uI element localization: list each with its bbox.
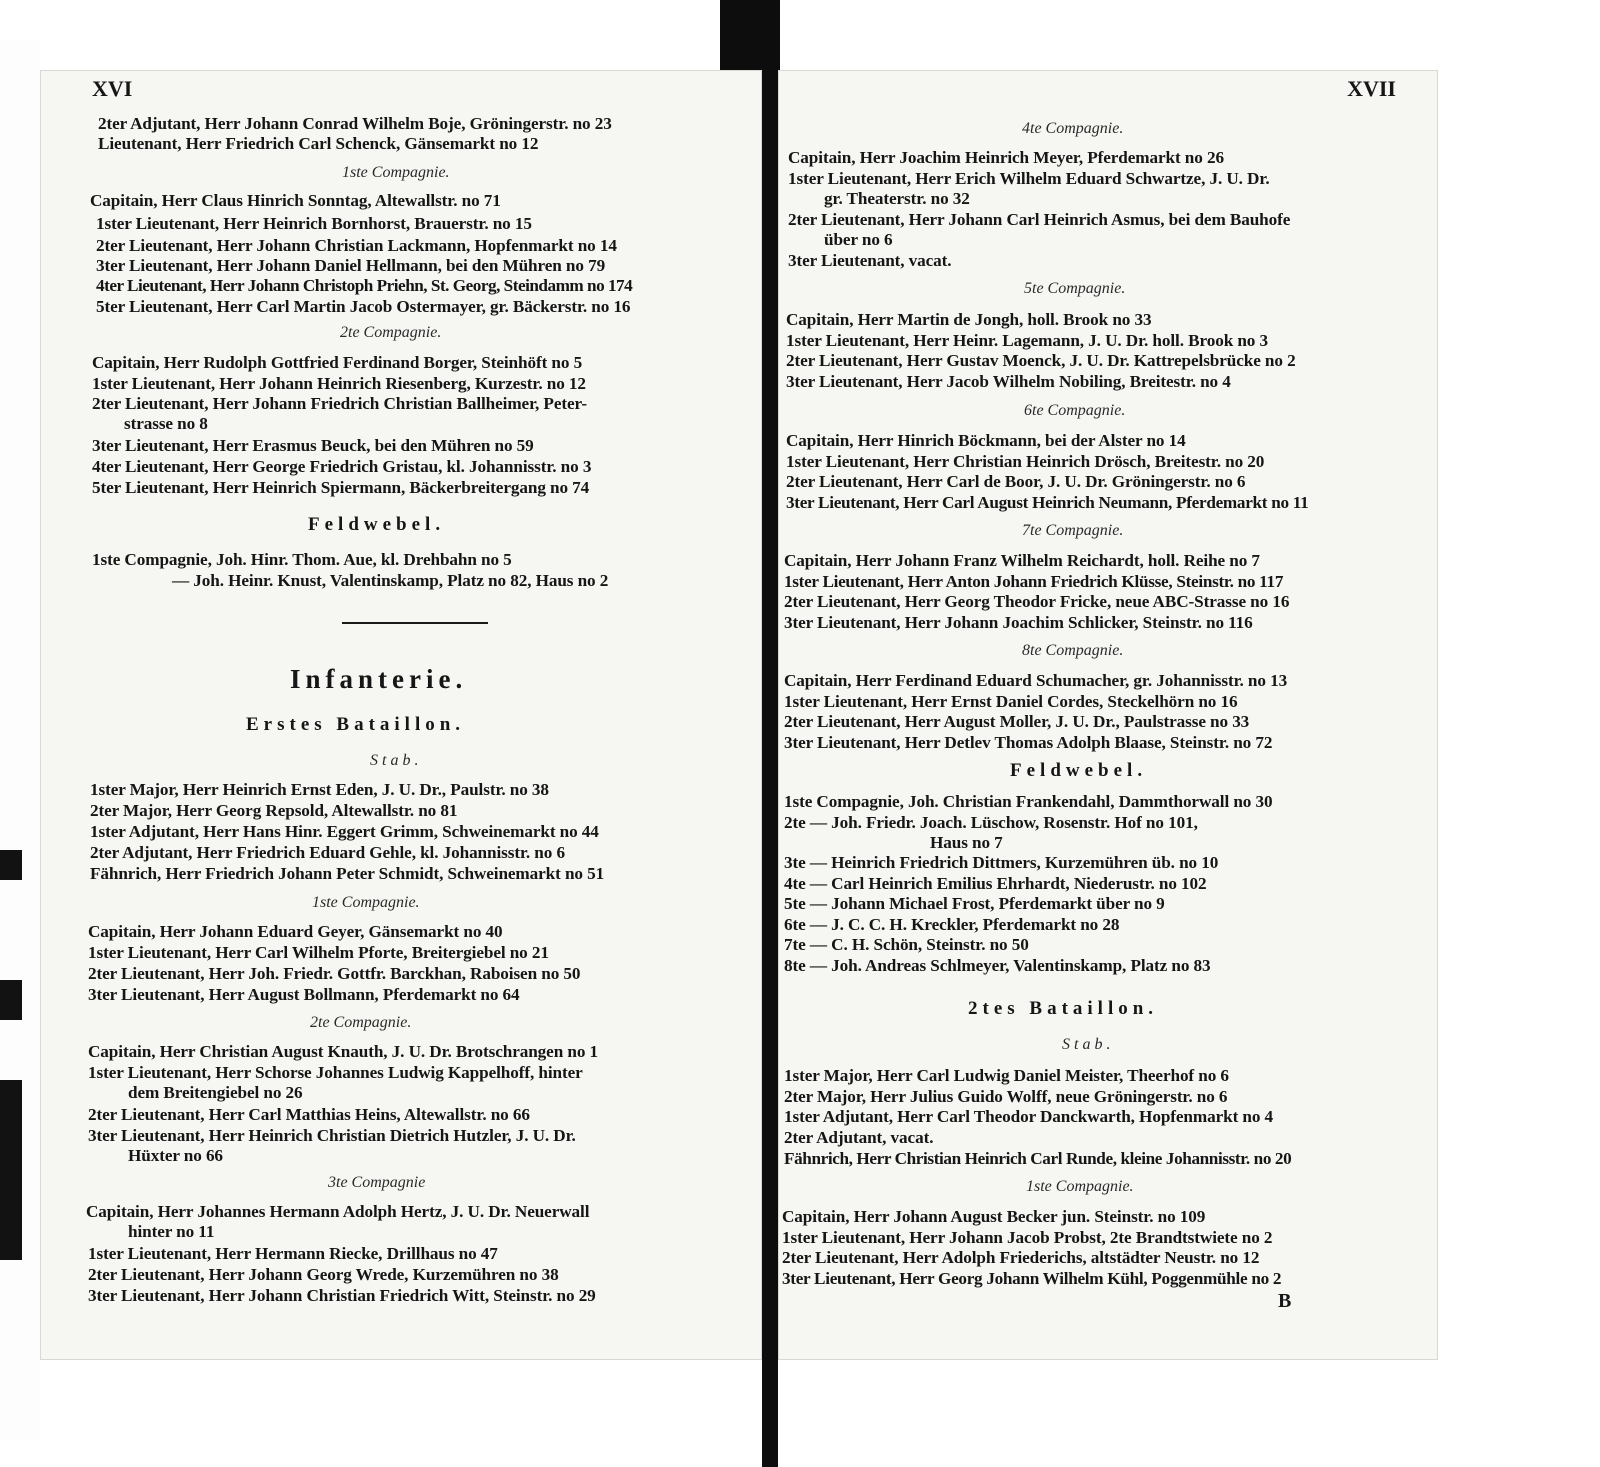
stab-heading: Stab.	[1062, 1036, 1115, 1053]
entry-line: 3ter Lieutenant, Herr Johann Joachim Schlicker, Steinstr. no 116	[784, 613, 1253, 632]
entry-line: gr. Theaterstr. no 32	[824, 189, 970, 208]
section-heading: 4te Compagnie.	[1022, 120, 1124, 137]
entry-line: 1ste Compagnie, Joh. Christian Frankendahl, Dammthorwall no 30	[784, 792, 1273, 811]
entry-line: 3ter Lieutenant, Herr Johann Daniel Hellmann, bei den Mühren no 79	[96, 256, 606, 275]
stab-heading: Stab.	[370, 752, 423, 769]
entry-line: 2ter Lieutenant, Herr Georg Theodor Fricke, neue ABC-Strasse no 16	[784, 592, 1290, 611]
entry-line: 2ter Major, Herr Georg Repsold, Altewallstr. no 81	[90, 801, 458, 820]
entry-line: 1ster Major, Herr Heinrich Ernst Eden, J. U. Dr., Paulstr. no 38	[90, 780, 549, 799]
entry-line: — Joh. Heinr. Knust, Valentinskamp, Platz no 82, Haus no 2	[172, 571, 609, 590]
entry-line: 3ter Lieutenant, Herr Johann Christian Friedrich Witt, Steinstr. no 29	[88, 1286, 596, 1305]
entry-line: 1ster Adjutant, Herr Hans Hinr. Eggert Grimm, Schweinemarkt no 44	[90, 822, 599, 841]
entry-line: 1ster Lieutenant, Herr Carl Wilhelm Pforte, Breitergiebel no 21	[88, 943, 549, 962]
entry-line: Hüxter no 66	[128, 1146, 223, 1165]
section-heading: 2te Compagnie.	[310, 1014, 412, 1031]
entry-line: 7te — C. H. Schön, Steinstr. no 50	[784, 935, 1029, 954]
scan-margin	[0, 40, 40, 1440]
entry-line: über no 6	[824, 230, 893, 249]
section-heading: 3te Compagnie	[328, 1174, 426, 1191]
entry-line: 2ter Lieutenant, Herr Adolph Friederichs, altstädter Neustr. no 12	[782, 1248, 1260, 1267]
entry-line: 3ter Lieutenant, Herr Erasmus Beuck, bei den Mühren no 59	[92, 436, 534, 455]
entry-line: 2te — Joh. Friedr. Joach. Lüschow, Rosenstr. Hof no 101,	[784, 813, 1198, 832]
entry-line: 2ter Lieutenant, Herr Carl de Boor, J. U. Dr. Gröningerstr. no 6	[786, 472, 1246, 491]
entry-line: Haus no 7	[930, 833, 1003, 852]
entry-line: 6te — J. C. C. H. Kreckler, Pferdemarkt no 28	[784, 915, 1120, 934]
entry-line: 1ster Lieutenant, Herr Schorse Johannes Ludwig Kappelhoff, hinter	[88, 1063, 583, 1082]
entry-line: 3te — Heinrich Friedrich Dittmers, Kurzemühren üb. no 10	[784, 853, 1219, 872]
section-heading: 1ste Compagnie.	[1026, 1178, 1134, 1195]
entry-line: Capitain, Herr Joachim Heinrich Meyer, Pferdemarkt no 26	[788, 148, 1224, 167]
section-heading: 8te Compagnie.	[1022, 642, 1124, 659]
entry-line: 3ter Lieutenant, Herr Georg Johann Wilhelm Kühl, Poggenmühle no 2	[782, 1269, 1282, 1288]
entry-line: 2ter Lieutenant, Herr Johann Georg Wrede, Kurzemühren no 38	[88, 1265, 559, 1284]
entry-line: strasse no 8	[124, 414, 208, 433]
entry-line: 2ter Lieutenant, Herr Johann Carl Heinrich Asmus, bei dem Bauhofe	[788, 210, 1291, 229]
entry-line: 2ter Major, Herr Julius Guido Wolff, neue Gröningerstr. no 6	[784, 1087, 1228, 1106]
section-heading: 1ste Compagnie.	[312, 894, 420, 911]
entry-line: Fähnrich, Herr Friedrich Johann Peter Schmidt, Schweinemarkt no 51	[90, 864, 605, 883]
entry-line: 1ster Lieutenant, Herr Heinr. Lagemann, J. U. Dr. holl. Brook no 3	[786, 331, 1268, 350]
entry-line: 1ster Lieutenant, Herr Johann Heinrich Riesenberg, Kurzestr. no 12	[92, 374, 586, 393]
entry-line: 4ter Lieutenant, Herr Johann Christoph Priehn, St. Georg, Steindamm no 174	[96, 276, 633, 295]
entry-line: 5ter Lieutenant, Herr Heinrich Spiermann, Bäckerbreitergang no 74	[92, 478, 590, 497]
entry-line: 1ster Lieutenant, Herr Heinrich Bornhorst, Brauerstr. no 15	[96, 214, 532, 233]
battalion-title: 2tes Bataillon.	[968, 998, 1159, 1019]
entry-line: 4te — Carl Heinrich Emilius Ehrhardt, Niederustr. no 102	[784, 874, 1207, 893]
entry-line: 2ter Adjutant, Herr Friedrich Eduard Gehle, kl. Johannisstr. no 6	[90, 843, 565, 862]
entry-line: 5te — Johann Michael Frost, Pferdemarkt über no 9	[784, 894, 1165, 913]
section-title: Feldwebel.	[1010, 760, 1148, 781]
entry-line: 1ste Compagnie, Joh. Hinr. Thom. Aue, kl. Drehbahn no 5	[92, 550, 512, 569]
section-title: Feldwebel.	[308, 514, 446, 535]
entry-line: 1ster Lieutenant, Herr Anton Johann Friedrich Klüsse, Steinstr. no 117	[784, 572, 1284, 591]
entry-line: 1ster Major, Herr Carl Ludwig Daniel Meister, Theerhof no 6	[784, 1066, 1229, 1085]
signature-mark: B	[1278, 1290, 1292, 1312]
scan-edge-mark	[0, 1080, 22, 1260]
entry-line: 3ter Lieutenant, Herr Detlev Thomas Adolph Blaase, Steinstr. no 72	[784, 733, 1273, 752]
section-heading: 2te Compagnie.	[340, 324, 442, 341]
entry-line: Capitain, Herr Johann Eduard Geyer, Gänsemarkt no 40	[88, 922, 503, 941]
entry-line: 1ster Lieutenant, Herr Hermann Riecke, Drillhaus no 47	[88, 1244, 498, 1263]
entry-line: 3ter Lieutenant, Herr Heinrich Christian Dietrich Hutzler, J. U. Dr.	[88, 1126, 576, 1145]
section-heading: 5te Compagnie.	[1024, 280, 1126, 297]
section-heading: 7te Compagnie.	[1022, 522, 1124, 539]
entry-line: Fähnrich, Herr Christian Heinrich Carl Runde, kleine Johannisstr. no 20	[784, 1149, 1292, 1168]
entry-line: 3ter Lieutenant, vacat.	[788, 251, 952, 270]
entry-line: 2ter Lieutenant, Herr Gustav Moenck, J. U. Dr. Kattrepelsbrücke no 2	[786, 351, 1296, 370]
page-number: XVI	[92, 76, 133, 101]
entry-line: 2ter Adjutant, vacat.	[784, 1128, 934, 1147]
entry-line: 2ter Lieutenant, Herr Joh. Friedr. Gottfr. Barckhan, Raboisen no 50	[88, 964, 581, 983]
entry-line: 3ter Lieutenant, Herr Jacob Wilhelm Nobiling, Breitestr. no 4	[786, 372, 1231, 391]
entry-line: 5ter Lieutenant, Herr Carl Martin Jacob Ostermayer, gr. Bäckerstr. no 16	[96, 297, 631, 316]
entry-line: 1ster Lieutenant, Herr Christian Heinrich Drösch, Breitestr. no 20	[786, 452, 1265, 471]
entry-line: 8te — Joh. Andreas Schlmeyer, Valentinskamp, Platz no 83	[784, 956, 1211, 975]
right-page	[778, 70, 1438, 1360]
entry-line: 1ster Adjutant, Herr Carl Theodor Danckwarth, Hopfenmarkt no 4	[784, 1107, 1274, 1126]
entry-line: Capitain, Herr Rudolph Gottfried Ferdinand Borger, Steinhöft no 5	[92, 353, 583, 372]
entry-line: 2ter Adjutant, Herr Johann Conrad Wilhelm Boje, Gröningerstr. no 23	[98, 114, 612, 133]
entry-line: Capitain, Herr Martin de Jongh, holl. Brook no 33	[786, 310, 1152, 329]
entry-line: 1ster Lieutenant, Herr Ernst Daniel Cordes, Steckelhörn no 16	[784, 692, 1238, 711]
entry-line: 1ster Lieutenant, Herr Erich Wilhelm Eduard Schwartze, J. U. Dr.	[788, 169, 1270, 188]
entry-line: 2ter Lieutenant, Herr August Moller, J. U. Dr., Paulstrasse no 33	[784, 712, 1250, 731]
entry-line: Capitain, Herr Johannes Hermann Adolph Hertz, J. U. Dr. Neuerwall	[86, 1202, 590, 1221]
entry-line: 4ter Lieutenant, Herr George Friedrich Gristau, kl. Johannisstr. no 3	[92, 457, 592, 476]
entry-line: hinter no 11	[128, 1222, 215, 1241]
entry-line: Lieutenant, Herr Friedrich Carl Schenck, Gänsemarkt no 12	[98, 134, 539, 153]
entry-line: 2ter Lieutenant, Herr Johann Friedrich Christian Ballheimer, Peter-	[92, 394, 588, 413]
page-number: XVII	[1347, 76, 1396, 101]
scan-edge-mark	[0, 980, 22, 1020]
entry-line: 1ster Lieutenant, Herr Johann Jacob Probst, 2te Brandtstwiete no 2	[782, 1228, 1273, 1247]
entry-line: 2ter Lieutenant, Herr Carl Matthias Heins, Altewallstr. no 66	[88, 1105, 530, 1124]
entry-line: 3ter Lieutenant, Herr August Bollmann, Pferdemarkt no 64	[88, 985, 520, 1004]
infanterie-title: Infanterie.	[290, 664, 468, 694]
entry-line: dem Breitengiebel no 26	[128, 1083, 303, 1102]
left-page	[40, 70, 762, 1360]
entry-line: Capitain, Herr Ferdinand Eduard Schumacher, gr. Johannisstr. no 13	[784, 671, 1288, 690]
entry-line: Capitain, Herr Johann August Becker jun. Steinstr. no 109	[782, 1207, 1206, 1226]
book-gutter	[762, 0, 778, 1467]
entry-line: Capitain, Herr Hinrich Böckmann, bei der Alster no 14	[786, 431, 1186, 450]
entry-line: 3ter Lieutenant, Herr Carl August Heinrich Neumann, Pferdemarkt no 11	[786, 493, 1309, 512]
section-heading: 6te Compagnie.	[1024, 402, 1126, 419]
battalion-title: Erstes Bataillon.	[246, 714, 466, 735]
entry-line: 2ter Lieutenant, Herr Johann Christian Lackmann, Hopfenmarkt no 14	[96, 236, 617, 255]
section-heading: 1ste Compagnie.	[342, 164, 450, 181]
entry-line: Capitain, Herr Claus Hinrich Sonntag, Altewallstr. no 71	[90, 191, 501, 210]
entry-line: Capitain, Herr Johann Franz Wilhelm Reichardt, holl. Reihe no 7	[784, 551, 1260, 570]
divider-rule	[342, 622, 488, 624]
entry-line: Capitain, Herr Christian August Knauth, J. U. Dr. Brotschrangen no 1	[88, 1042, 599, 1061]
scan-edge-mark	[0, 850, 22, 880]
